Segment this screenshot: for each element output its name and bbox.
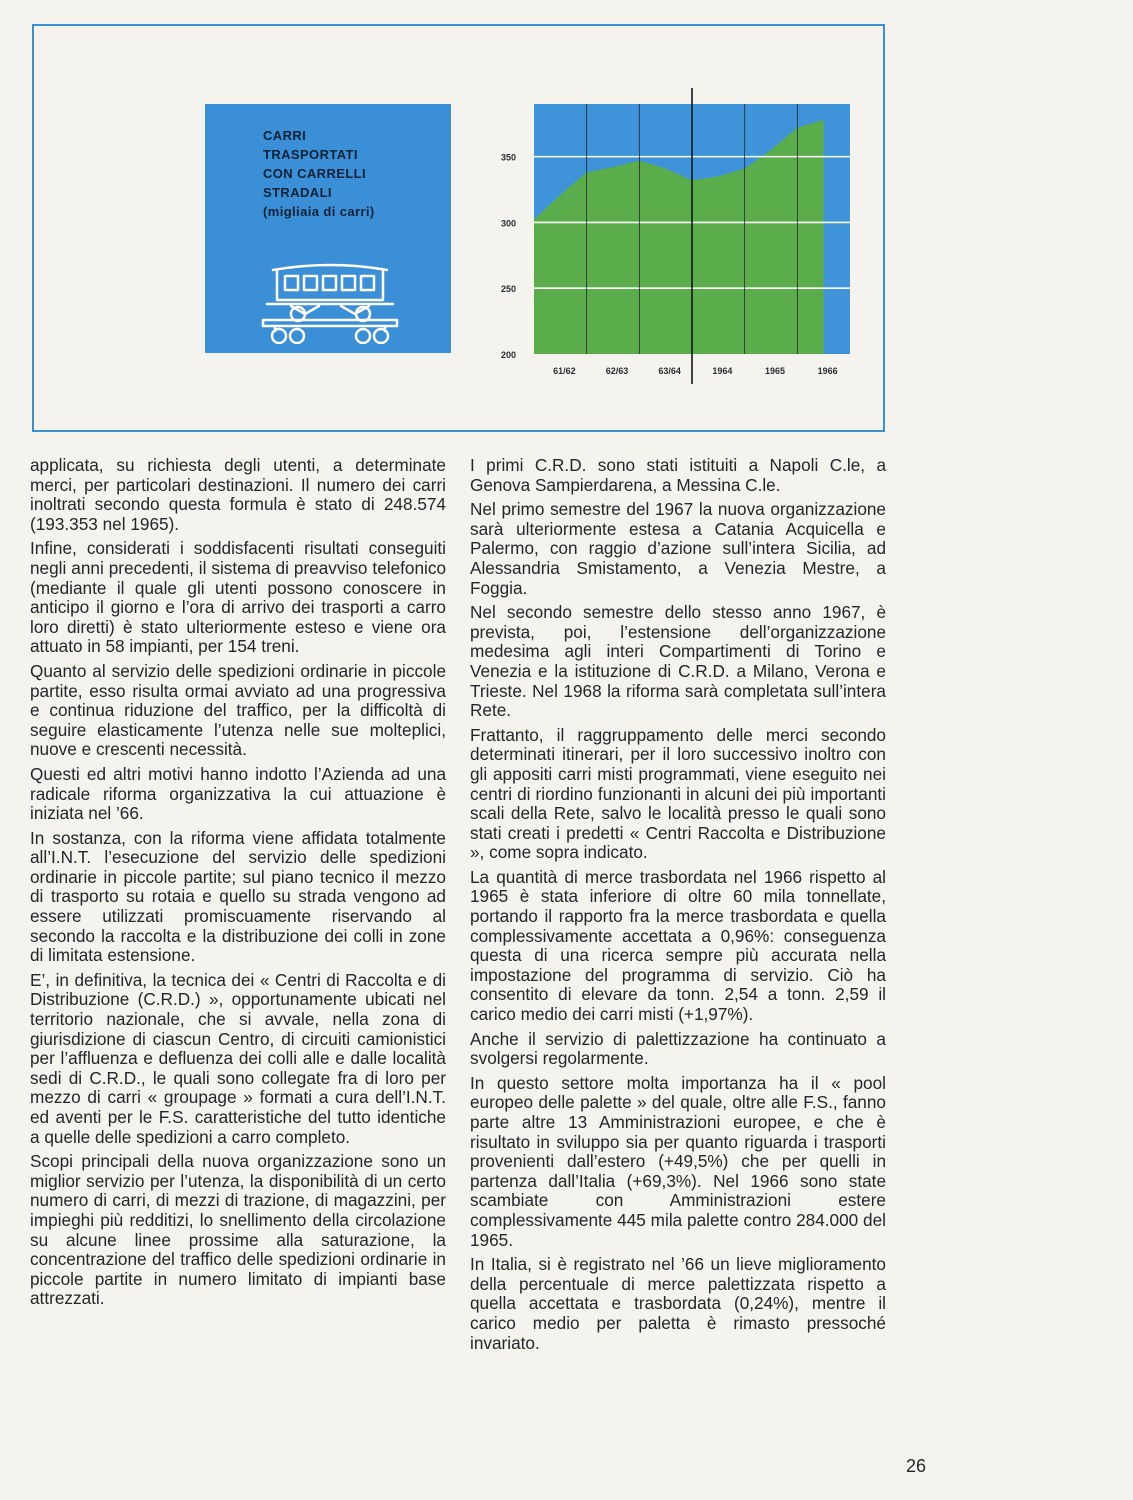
paragraph: Anche il servizio di palettizzazione ha continuato a svolgersi regolarmente. — [470, 1028, 886, 1069]
x-tick-label: 1964 — [712, 366, 733, 376]
figure-title-line: (migliaia di carri) — [263, 204, 375, 219]
page-number: 26 — [906, 1456, 927, 1476]
right-column — [470, 456, 886, 1358]
paragraph: Quanto al servizio delle spedizioni ordinarie in piccole partite, esso risulta ormai avviato ad una progressiva e continua riduzione del traffico, per la difficoltà di seguire elasticamente l’utenza nelle sue molteplici, nuove e crescenti necessità. — [30, 660, 446, 760]
left-column — [30, 456, 446, 1314]
paragraph: Infine, considerati i soddisfacenti risultati conseguiti negli anni precedenti, il sistema di preavviso telefonico (mediante il quale gli utenti possono conoscere in anticipo il giorno e l’ora di arrivo dei trasporti a carro loro diretti) è stato ulteriormente esteso e viene ora attuato in 58 impianti, per 154 treni. — [30, 538, 446, 657]
figure-title-line: STRADALI — [263, 185, 332, 200]
paragraph: La quantità di merce trasbordata nel 1966 rispetto al 1965 è stata inferiore di oltre 60 mila tonnellate, portando il rapporto fra la merce trasbordata e quella complessivamente accettata a 0,96%: conseguenza questa di una ricerca sempre più accurata nella impostazione del programma di servizio. Ciò ha consentito di elevare da tonn. 2,54 a tonn. 2,59 il carico medio dei carri misti (+1,97%). — [470, 866, 886, 1025]
paragraph: Questi ed altri motivi hanno indotto l’Azienda ad una radicale riforma organizzativa la cui attuazione è iniziata nel ’66. — [30, 763, 446, 824]
paragraph: I primi C.R.D. sono stati istituiti a Napoli C.le, a Genova Sampierdarena, a Messina C.le. — [470, 455, 886, 495]
y-tick-label: 200 — [500, 350, 516, 360]
figure-label-box — [205, 104, 451, 353]
railway-wagon-on-road-trailer-icon — [255, 256, 405, 344]
figure-title-line: TRASPORTATI — [263, 147, 358, 162]
paragraph: E’, in definitiva, la tecnica dei « Centri di Raccolta e di Distribuzione (C.R.D.) », opportunamente ubicati nel territorio nazionale, che si avvale, nella zona di giurisdizione di ciascun Centro, di circuiti camionistici per l’affluenza e defluenza dei colli alle e dalle località sedi di C.R.D., le quali sono collegate fra di loro per mezzo di carri « groupage » formati a cura dell’I.N.T. ed aventi per le F.S. caratteristiche del tutto identiche a quelle delle spedizioni a carro completo. — [30, 969, 446, 1147]
paragraph: applicata, su richiesta degli utenti, a determinate merci, per particolari destinazioni. Il numero dei carri inoltrati secondo questa formula è stato di 248.574 (193.353 nel 1965). — [30, 455, 446, 534]
figure-title-line: CON CARRELLI — [263, 166, 367, 181]
x-tick-label: 63/64 — [658, 366, 681, 376]
x-tick-label: 1966 — [817, 366, 838, 376]
paragraph: Nel primo semestre del 1967 la nuova organizzazione sarà ulteriormente estesa a Catania Acquicella e Palermo, con raggio d’azione sull’intera Sicilia, ad Alessandria Smistamento, a Venezia Mestre, a Foggia. — [470, 499, 886, 598]
area-chart — [490, 88, 870, 388]
paragraph: In Italia, si è registrato nel ’66 un lieve miglioramento della percentuale di merce palettizzata rispetto a quella accettata e trasbordata (0,24%), mentre il carico medio per paletta è rimasto pressoché invariato. — [470, 1254, 886, 1353]
x-tick-label: 62/63 — [605, 366, 629, 376]
x-tick-label: 61/62 — [553, 366, 576, 376]
figure-title-line: CARRI — [263, 128, 307, 143]
y-tick-label: 350 — [500, 152, 516, 163]
paragraph: In questo settore molta importanza ha il « pool europeo delle palette » del quale, oltre alle F.S., fanno parte altre 13 Amministrazioni europee, e che è risultato in sviluppo sia per quanto riguarda i trasporti provenienti dall’estero (+49,5%) che per quelli in partenza dall’Italia (+69,3%). Nel 1966 sono state scambiate con Amministrazioni estere complessivamente 445 mila palette contro 284.000 del 1965. — [470, 1072, 886, 1250]
paragraph: Scopi principali della nuova organizzazione sono un miglior servizio per l’utenza, la disponibilità di un certo numero di carri, di mezzi di trazione, di magazzini, per impieghi più redditizi, lo snellimento della circolazione su alcune linee prossime alla saturazione, la concentrazione del traffico delle spedizioni ordinarie in piccole partite in numero limitato di impianti base attrezzati. — [30, 1151, 446, 1309]
y-tick-label: 250 — [500, 284, 516, 295]
y-tick-label: 300 — [500, 218, 516, 229]
paragraph: Nel secondo semestre dello stesso anno 1967, è prevista, poi, l’estensione dell’organizzazione medesima agli interi Compartimenti di Torino e Venezia e la istituzione di C.R.D. a Milano, Verona e Trieste. Nel 1968 la riforma sarà completata sull’intera Rete. — [470, 602, 886, 721]
paragraph: In sostanza, con la riforma viene affidata totalmente all’I.N.T. l’esecuzione del servizio delle spedizioni ordinarie in piccole partite; sul piano tecnico il mezzo di trasporto su rotaia e quello su strada vengono ad essere utilizzati promiscuamente riservando al secondo la raccolta e la distribuzione dei colli in zone di limitata estensione. — [30, 827, 446, 966]
paragraph: Frattanto, il raggruppamento delle merci secondo determinati itinerari, per il loro successivo inoltro con gli appositi carri misti programmati, viene eseguito nei centri di riordino funzionanti in alcuni dei più importanti scali della Rete, salvo le località presso le quali sono stati creati i predetti « Centri Raccolta e Distribuzione », come sopra indicato. — [470, 724, 886, 863]
x-tick-label: 1965 — [764, 366, 786, 376]
figure-title — [263, 126, 375, 221]
